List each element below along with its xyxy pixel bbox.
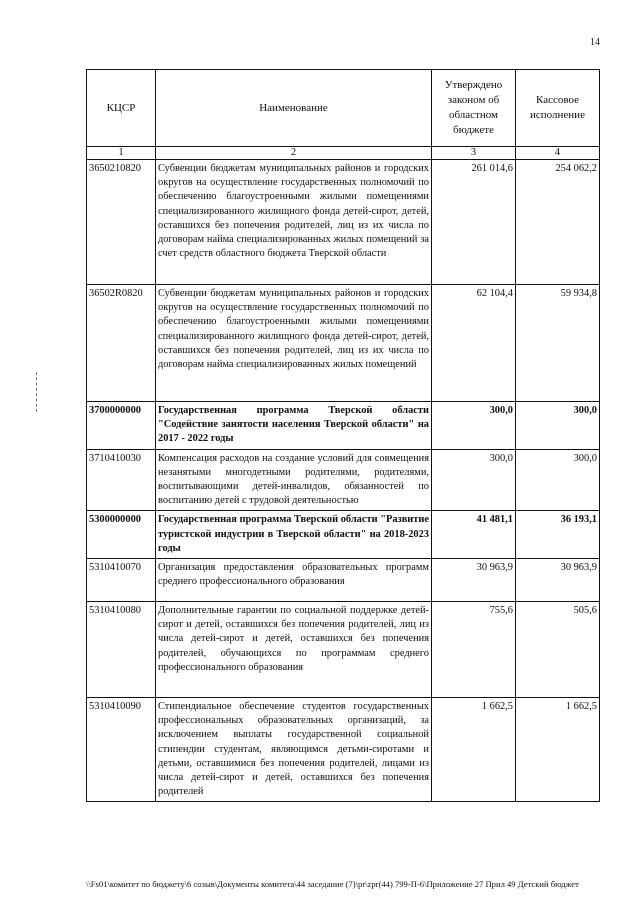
row-name: Государственная программа Тверской области "Содействие занятости населения Тверской области" на 2017 - 2022 годы	[156, 402, 432, 450]
header-approved: Утверждено законом об областном бюджете	[432, 70, 516, 147]
column-number: 4	[516, 147, 600, 160]
row-name: Стипендиальное обеспечение студентов государственных профессиональных образовательных организаций, за исключением выплаты государственной социальной стипендии студентам, являющимся детьми-сиротами и детьми, оставшимися без попечения родителей, лицами из числа детей-сирот и детей, оставшихся без попечения родителей	[156, 698, 432, 802]
row-code: 36502R0820	[87, 285, 156, 402]
column-numbers-row	[87, 147, 600, 160]
row-code: 3700000000	[87, 402, 156, 450]
header-executed: Кассовое исполнение	[516, 70, 600, 147]
row-code: 5310410090	[87, 698, 156, 802]
budget-table	[86, 69, 600, 802]
row-executed: 30 963,9	[516, 559, 600, 602]
row-name: Государственная программа Тверской области "Развитие туристской индустрии в Тверской области" на 2018-2023 годы	[156, 511, 432, 559]
row-executed: 59 934,8	[516, 285, 600, 402]
row-code: 5300000000	[87, 511, 156, 559]
column-number: 1	[87, 147, 156, 160]
row-executed: 36 193,1	[516, 511, 600, 559]
row-code: 3650210820	[87, 160, 156, 285]
table-row	[87, 160, 600, 285]
row-approved: 300,0	[432, 402, 516, 450]
table-row	[87, 285, 600, 402]
row-name: Организация предоставления образовательных программ среднего профессионального образования	[156, 559, 432, 602]
table-row	[87, 449, 600, 511]
row-approved: 62 104,4	[432, 285, 516, 402]
margin-mark	[36, 372, 38, 412]
column-number: 3	[432, 147, 516, 160]
header-name: Наименование	[156, 70, 432, 147]
table-row	[87, 698, 600, 802]
row-executed: 300,0	[516, 449, 600, 511]
row-approved: 1 662,5	[432, 698, 516, 802]
row-approved: 755,6	[432, 602, 516, 698]
row-executed: 300,0	[516, 402, 600, 450]
row-approved: 300,0	[432, 449, 516, 511]
row-approved: 261 014,6	[432, 160, 516, 285]
table-row	[87, 559, 600, 602]
row-name: Субвенции бюджетам муниципальных районов и городских округов на осуществление государственных полномочий по обеспечению благоустроенными жилыми помещениями специализированного жилищного фонда детей-сирот, детей, оставшихся без попечения родителей, лиц из их числа по договорам найма специализированных жилых помещений	[156, 285, 432, 402]
row-code: 5310410080	[87, 602, 156, 698]
column-number: 2	[156, 147, 432, 160]
table-header-row	[87, 70, 600, 147]
table-row	[87, 402, 600, 450]
row-executed: 254 062,2	[516, 160, 600, 285]
file-path-footer: \\Fs01\комитет по бюджету\6 созыв\Документы комитета\44 заседание (7)\pr\zpr(44) 799-П-6\Приложение 27 Прил 49 Детский бюджет	[86, 879, 579, 889]
row-executed: 505,6	[516, 602, 600, 698]
row-approved: 41 481,1	[432, 511, 516, 559]
table-row	[87, 511, 600, 559]
row-executed: 1 662,5	[516, 698, 600, 802]
page-number: 14	[590, 37, 600, 48]
row-name: Дополнительные гарантии по социальной поддержке детей-сирот и детей, оставшихся без попечения родителей, лиц из числа детей-сирот и детей, оставшихся без попечения родителей, обучающихся по программам среднего профессионального образования	[156, 602, 432, 698]
row-code: 3710410030	[87, 449, 156, 511]
row-approved: 30 963,9	[432, 559, 516, 602]
row-code: 5310410070	[87, 559, 156, 602]
row-name: Компенсация расходов на создание условий для совмещения незанятыми многодетными родителями, родителями, воспитывающими детей-инвалидов, обязанностей по воспитанию детей с трудовой деятельностью	[156, 449, 432, 511]
table-row	[87, 602, 600, 698]
row-name: Субвенции бюджетам муниципальных районов и городских округов на осуществление государственных полномочий по обеспечению благоустроенными жилыми помещениями специализированного жилищного фонда детей-сирот, детей, оставшихся без попечения родителей, лиц из их числа по договорам найма специализированных жилых помещений за счет средств областного бюджета Тверской области	[156, 160, 432, 285]
header-code: КЦСР	[87, 70, 156, 147]
